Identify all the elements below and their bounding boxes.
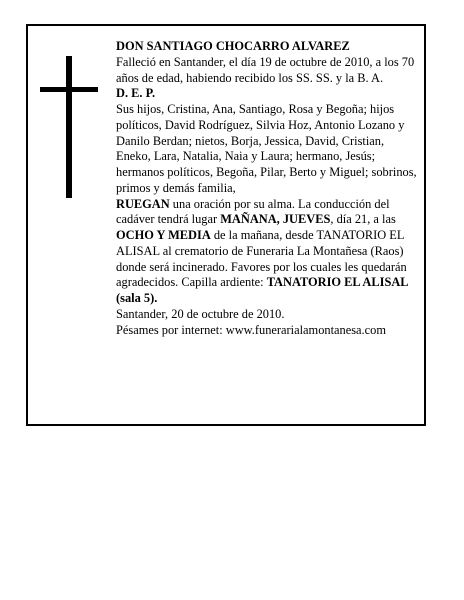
obituary-notice bbox=[26, 24, 426, 426]
request-verb: RUEGAN bbox=[116, 196, 170, 211]
chapel-location: TANATORIO EL ALISAL (sala 5). bbox=[116, 275, 408, 305]
family-list: Sus hijos, Cristina, Ana, Santiago, Rosa y Begoña; hijos políticos, David Rodríguez, Silvia Hoz, Antonio Lozano y Danilo Berdan; nietos, Borja, Jessica, David, Cristian, Eneko, Lara, Natalia, Naia y Laura; hermano, Jesús; hermanos políticos, Begoña, Pilar, Berto y Miguel; sobrinos, primos y demás familia, bbox=[116, 102, 417, 195]
cross-icon bbox=[40, 56, 96, 198]
request-text-1: una oración por su alma. La conducción del cadáver tendrá lugar bbox=[116, 196, 390, 227]
rip-line: D. E. P. bbox=[116, 86, 156, 101]
funeral-day: MAÑANA, JUEVES bbox=[220, 212, 331, 227]
obituary-text bbox=[116, 39, 417, 338]
online-condolences: Pésames por internet: www.funerarialamontanesa.com bbox=[116, 322, 386, 337]
funeral-request bbox=[116, 197, 417, 307]
place-date: Santander, 20 de octubre de 2010. bbox=[116, 306, 285, 321]
deceased-name: DON SANTIAGO CHOCARRO ALVAREZ bbox=[116, 39, 350, 53]
funeral-time: OCHO Y MEDIA bbox=[116, 228, 211, 242]
request-text-2: , día 21, a las bbox=[330, 212, 396, 227]
death-notice: Falleció en Santander, el día 19 de octubre de 2010, a los 70 años de edad, habiendo recibido los SS. SS. y la B. A. bbox=[116, 54, 415, 85]
request-text-3: de la mañana, desde TANATORIO EL ALISAL al crematorio de Funeraria La Montañesa (Raos) donde será incinerado. Favores por los cuales les quedarán agradecidos. Capilla ardiente: bbox=[116, 228, 407, 290]
